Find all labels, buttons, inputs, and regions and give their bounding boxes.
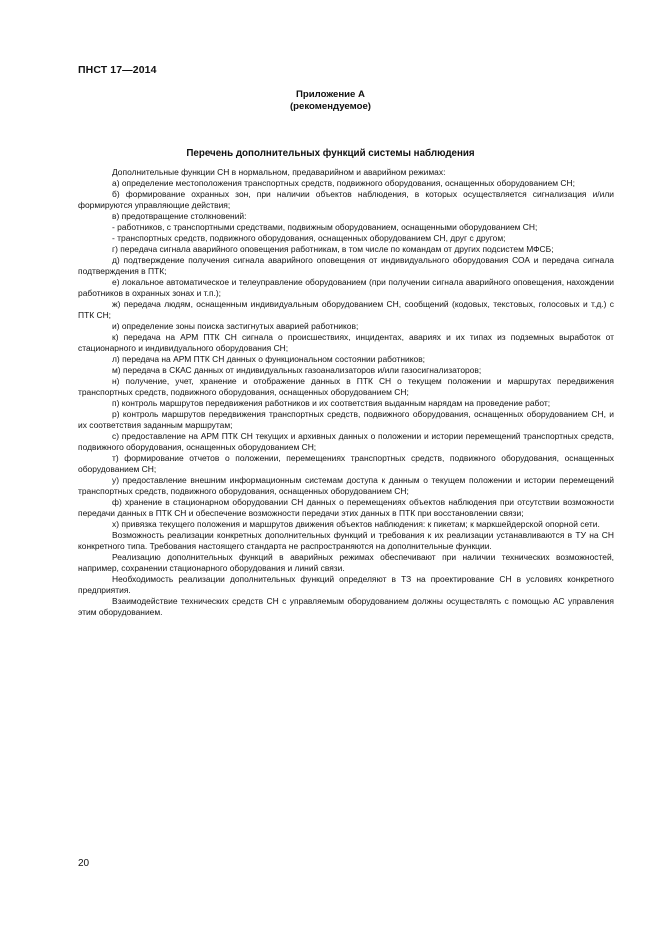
paragraph: в) предотвращение столкновений: (112, 211, 247, 221)
paragraph: Реализацию дополнительных функций в аварийных режимах обеспечивают при наличии технических возможностей, например, сохранении стационарного оборудования и линий связи. (78, 552, 614, 573)
document-code: ПНСТ 17—2014 (78, 64, 157, 76)
appendix-title: Приложение А (296, 89, 365, 100)
paragraph: к) передача на АРМ ПТК СН сигнала о происшествиях, инцидентах, авариях и их типах из подземных выработок от стационарного и индивидуального оборудования СН; (78, 332, 614, 353)
paragraph: ф) хранение в стационарном оборудовании СН данных о перемещениях объектов наблюдения при отсутствии возможности передачи данных в ПТК СН и обеспечение возможности передачи этих данных в ПТК при восстановлении связи; (78, 497, 614, 518)
paragraph: Возможность реализации конкретных дополнительных функций и требования к их реализации устанавливаются в ТУ на СН конкретного типа. Требования настоящего стандарта не распространяются на дополнительные функции. (78, 530, 614, 551)
paragraph: х) привязка текущего положения и маршрутов движения объектов наблюдения: к пикетам; к маркшейдерской опорной сети. (112, 519, 600, 529)
paragraph: Необходимость реализации дополнительных функций определяют в ТЗ на проектирование СН в условиях конкретного предприятия. (78, 574, 614, 595)
paragraph: и) определение зоны поиска застигнутых аварией работников; (112, 321, 359, 331)
paragraph: - транспортных средств, подвижного оборудования, оснащенных оборудованием СН, друг с другом; (112, 233, 506, 243)
paragraph: п) контроль маршрутов передвижения работников и их соответствия выданным нарядам на проведение работ; (112, 398, 551, 408)
paragraph: л) передача на АРМ ПТК СН данных о функциональном состоянии работников; (112, 354, 426, 364)
paragraph: р) контроль маршрутов передвижения транспортных средств, подвижного оборудования, оснащенных оборудованием СН, и их соответствия заданным маршрутам; (78, 409, 614, 430)
paragraph: т) формирование отчетов о положении, перемещениях транспортных средств, подвижного оборудования, оснащенных оборудованием СН; (78, 453, 614, 474)
appendix-heading (0, 89, 661, 113)
body-text (78, 167, 614, 618)
page-number: 20 (78, 858, 90, 869)
paragraph: н) получение, учет, хранение и отображение данных в ПТК СН о текущем положении и маршрутах передвижения транспортных средств, подвижного оборудования, оснащенных оборудованием СН; (78, 376, 614, 397)
appendix-status: (рекомендуемое) (289, 101, 371, 112)
paragraph: с) предоставление на АРМ ПТК СН текущих и архивных данных о положении и истории перемещений транспортных средств, подвижного оборудования, оснащенных оборудованием СН; (78, 431, 614, 452)
paragraph: у) предоставление внешним информационным системам доступа к данным о текущем положении и истории перемещений транспортных средств, подвижного оборудования, оснащенных оборудованием СН; (78, 475, 614, 496)
paragraph: м) передача в СКАС данных от индивидуальных газоанализаторов и/или газосигнализаторов; (112, 365, 482, 375)
section-title: Перечень дополнительных функций системы наблюдения (186, 148, 475, 159)
paragraph: ж) передача людям, оснащенным индивидуальным оборудованием СН, сообщений (кодовых, текстовых, голосовых и т.д.) с ПТК СН; (78, 299, 614, 320)
paragraph: Дополнительные функции СН в нормальном, предаварийном и аварийном режимах: (112, 167, 446, 177)
paragraph: г) передача сигнала аварийного оповещения работникам, в том числе по командам от других подсистем МФСБ; (112, 244, 554, 254)
paragraph: а) определение местоположения транспортных средств, подвижного оборудования, оснащенных оборудованием СН; (112, 178, 575, 188)
paragraph: д) подтверждение получения сигнала аварийного оповещения от индивидуального оборудования СОА и передача сигнала подтверждения в ПТК; (78, 255, 614, 276)
paragraph: - работников, с транспортными средствами, подвижным оборудованием, оснащенными оборудованием СН; (112, 222, 538, 232)
paragraph: б) формирование охранных зон, при наличии объектов наблюдения, в которых осуществляется сигнализация и/или формируются управляющие действия; (78, 189, 614, 210)
paragraph: Взаимодействие технических средств СН с управляемым оборудованием должны осуществлять с помощью АС управления этим оборудованием. (78, 596, 614, 617)
paragraph: е) локальное автоматическое и телеуправление оборудованием (при получении сигнала аварийного оповещения, нахождении работников в охранных зонах и т.п.); (78, 277, 614, 298)
